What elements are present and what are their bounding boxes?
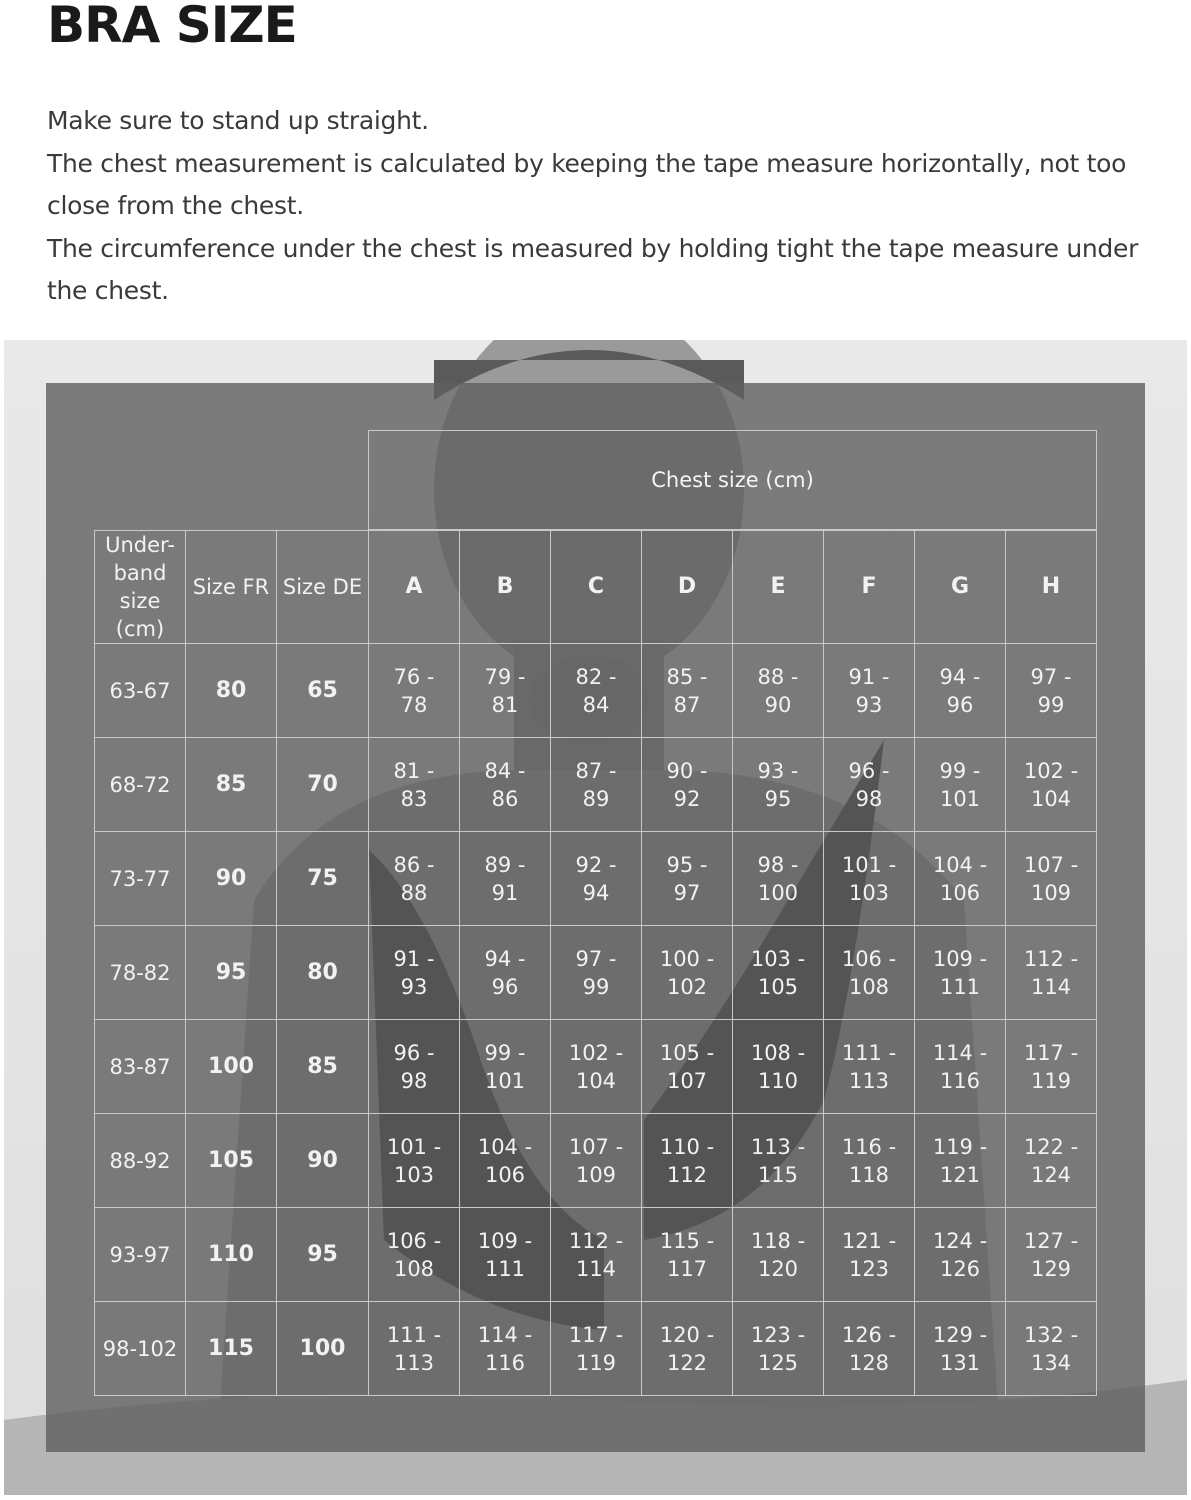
chest-range-cell bbox=[642, 926, 733, 1020]
range-end: 110 bbox=[757, 1068, 799, 1093]
range-start: 82 - bbox=[575, 664, 617, 689]
range-end: 118 bbox=[848, 1162, 890, 1187]
chest-range-cell bbox=[1006, 832, 1097, 926]
range-start: 105 - bbox=[659, 1040, 715, 1065]
range-start: 76 - bbox=[393, 664, 435, 689]
range-start: 98 - bbox=[757, 852, 799, 877]
chest-range-cell bbox=[369, 644, 460, 738]
chest-range-cell bbox=[369, 926, 460, 1020]
range-end: 89 bbox=[582, 786, 610, 811]
range-end: 107 bbox=[666, 1068, 708, 1093]
range-start: 81 - bbox=[393, 758, 435, 783]
chest-range-cell bbox=[915, 832, 1006, 926]
range-start: 132 - bbox=[1023, 1322, 1079, 1347]
range-start: 101 - bbox=[841, 852, 897, 877]
range-end: 111 bbox=[939, 974, 981, 999]
range-end: 97 bbox=[673, 880, 701, 905]
chest-range-cell bbox=[460, 1302, 551, 1396]
header-cup-a: A bbox=[369, 531, 460, 644]
range-start: 102 - bbox=[568, 1040, 624, 1065]
range-end: 103 bbox=[393, 1162, 435, 1187]
range-end: 124 bbox=[1030, 1162, 1072, 1187]
table-row bbox=[95, 738, 1097, 832]
range-start: 96 - bbox=[848, 758, 890, 783]
chest-range-cell bbox=[460, 1208, 551, 1302]
chest-range-cell bbox=[460, 1020, 551, 1114]
range-end: 117 bbox=[666, 1256, 708, 1281]
chest-range-cell bbox=[551, 1302, 642, 1396]
range-end: 129 bbox=[1030, 1256, 1072, 1281]
table-row bbox=[95, 1114, 1097, 1208]
header-cup-e: E bbox=[733, 531, 824, 644]
chest-range-cell bbox=[1006, 1302, 1097, 1396]
range-start: 79 - bbox=[484, 664, 526, 689]
range-end: 111 bbox=[484, 1256, 526, 1281]
range-end: 114 bbox=[575, 1256, 617, 1281]
range-end: 81 bbox=[491, 692, 519, 717]
chest-range-cell bbox=[915, 1114, 1006, 1208]
range-start: 117 - bbox=[568, 1322, 624, 1347]
header-cup-f: F bbox=[824, 531, 915, 644]
chest-range-cell bbox=[1006, 1208, 1097, 1302]
table-row bbox=[95, 644, 1097, 738]
chest-size-header: Chest size (cm) bbox=[368, 430, 1097, 530]
range-end: 106 bbox=[484, 1162, 526, 1187]
range-end: 105 bbox=[757, 974, 799, 999]
range-end: 87 bbox=[673, 692, 701, 717]
range-start: 104 - bbox=[477, 1134, 533, 1159]
range-start: 91 - bbox=[393, 946, 435, 971]
chest-range-cell bbox=[824, 1208, 915, 1302]
range-end: 109 bbox=[1030, 880, 1072, 905]
range-start: 106 - bbox=[841, 946, 897, 971]
range-end: 98 bbox=[855, 786, 883, 811]
size-fr-cell: 90 bbox=[186, 832, 277, 926]
chest-range-cell bbox=[460, 926, 551, 1020]
intro-line-1: Make sure to stand up straight. bbox=[47, 106, 429, 135]
chest-range-cell bbox=[642, 1020, 733, 1114]
chest-range-cell bbox=[915, 1302, 1006, 1396]
chest-range-cell bbox=[642, 738, 733, 832]
chest-range-cell bbox=[551, 1208, 642, 1302]
range-start: 114 - bbox=[477, 1322, 533, 1347]
range-end: 94 bbox=[582, 880, 610, 905]
range-end: 131 bbox=[939, 1350, 981, 1375]
underband-cell: 68-72 bbox=[95, 738, 186, 832]
range-end: 83 bbox=[400, 786, 428, 811]
chest-range-cell bbox=[733, 644, 824, 738]
chest-range-cell bbox=[551, 1020, 642, 1114]
range-start: 111 - bbox=[386, 1322, 442, 1347]
range-end: 108 bbox=[393, 1256, 435, 1281]
chest-range-cell bbox=[733, 1020, 824, 1114]
range-start: 126 - bbox=[841, 1322, 897, 1347]
range-start: 109 - bbox=[477, 1228, 533, 1253]
chest-range-cell bbox=[551, 644, 642, 738]
range-start: 118 - bbox=[750, 1228, 806, 1253]
header-size-fr: Size FR bbox=[186, 531, 277, 644]
range-end: 109 bbox=[575, 1162, 617, 1187]
header-size-de: Size DE bbox=[277, 531, 369, 644]
range-start: 94 - bbox=[484, 946, 526, 971]
chest-range-cell bbox=[824, 832, 915, 926]
range-start: 103 - bbox=[750, 946, 806, 971]
header-cup-g: G bbox=[915, 531, 1006, 644]
range-end: 95 bbox=[764, 786, 792, 811]
chest-range-cell bbox=[824, 1302, 915, 1396]
range-start: 127 - bbox=[1023, 1228, 1079, 1253]
range-start: 122 - bbox=[1023, 1134, 1079, 1159]
header-underband: Under-band size (cm) bbox=[95, 531, 186, 644]
range-start: 97 - bbox=[1030, 664, 1072, 689]
range-start: 119 - bbox=[932, 1134, 988, 1159]
chest-range-cell bbox=[915, 926, 1006, 1020]
range-start: 110 - bbox=[659, 1134, 715, 1159]
table-header-row bbox=[95, 531, 1097, 644]
range-start: 99 - bbox=[484, 1040, 526, 1065]
range-end: 125 bbox=[757, 1350, 799, 1375]
table-row bbox=[95, 1208, 1097, 1302]
range-start: 123 - bbox=[750, 1322, 806, 1347]
range-start: 91 - bbox=[848, 664, 890, 689]
range-end: 101 bbox=[939, 786, 981, 811]
chest-range-cell bbox=[642, 644, 733, 738]
chest-range-cell bbox=[551, 926, 642, 1020]
range-end: 100 bbox=[757, 880, 799, 905]
range-start: 106 - bbox=[386, 1228, 442, 1253]
range-start: 97 - bbox=[575, 946, 617, 971]
chest-range-cell bbox=[1006, 1114, 1097, 1208]
chest-range-cell bbox=[733, 738, 824, 832]
range-end: 119 bbox=[575, 1350, 617, 1375]
chest-range-cell bbox=[642, 1302, 733, 1396]
chest-range-cell bbox=[642, 1208, 733, 1302]
range-end: 126 bbox=[939, 1256, 981, 1281]
range-end: 123 bbox=[848, 1256, 890, 1281]
underband-cell: 93-97 bbox=[95, 1208, 186, 1302]
range-end: 113 bbox=[848, 1068, 890, 1093]
range-end: 108 bbox=[848, 974, 890, 999]
chest-range-cell bbox=[460, 832, 551, 926]
header-cup-c: C bbox=[551, 531, 642, 644]
range-start: 124 - bbox=[932, 1228, 988, 1253]
chest-range-cell bbox=[824, 926, 915, 1020]
underband-cell: 98-102 bbox=[95, 1302, 186, 1396]
range-end: 120 bbox=[757, 1256, 799, 1281]
size-de-cell: 70 bbox=[277, 738, 369, 832]
range-start: 95 - bbox=[666, 852, 708, 877]
range-end: 113 bbox=[393, 1350, 435, 1375]
underband-cell: 83-87 bbox=[95, 1020, 186, 1114]
chest-range-cell bbox=[369, 1020, 460, 1114]
range-start: 90 - bbox=[666, 758, 708, 783]
range-start: 111 - bbox=[841, 1040, 897, 1065]
range-start: 92 - bbox=[575, 852, 617, 877]
chest-range-cell bbox=[733, 1302, 824, 1396]
range-start: 120 - bbox=[659, 1322, 715, 1347]
range-start: 96 - bbox=[393, 1040, 435, 1065]
size-de-cell: 75 bbox=[277, 832, 369, 926]
chest-range-cell bbox=[369, 832, 460, 926]
range-end: 115 bbox=[757, 1162, 799, 1187]
header-cup-b: B bbox=[460, 531, 551, 644]
range-end: 122 bbox=[666, 1350, 708, 1375]
range-end: 114 bbox=[1030, 974, 1072, 999]
chest-range-cell bbox=[824, 644, 915, 738]
range-start: 121 - bbox=[841, 1228, 897, 1253]
range-start: 117 - bbox=[1023, 1040, 1079, 1065]
range-start: 87 - bbox=[575, 758, 617, 783]
range-start: 100 - bbox=[659, 946, 715, 971]
range-start: 93 - bbox=[757, 758, 799, 783]
range-start: 107 - bbox=[568, 1134, 624, 1159]
range-start: 114 - bbox=[932, 1040, 988, 1065]
chest-range-cell bbox=[733, 832, 824, 926]
table-row bbox=[95, 1302, 1097, 1396]
table-row bbox=[95, 926, 1097, 1020]
size-de-cell: 90 bbox=[277, 1114, 369, 1208]
range-end: 112 bbox=[666, 1162, 708, 1187]
size-de-cell: 95 bbox=[277, 1208, 369, 1302]
underband-cell: 88-92 bbox=[95, 1114, 186, 1208]
range-end: 96 bbox=[946, 692, 974, 717]
chest-range-cell bbox=[642, 832, 733, 926]
size-fr-cell: 95 bbox=[186, 926, 277, 1020]
chest-range-cell bbox=[551, 738, 642, 832]
chest-range-cell bbox=[733, 926, 824, 1020]
chest-range-cell bbox=[369, 1302, 460, 1396]
chest-range-cell bbox=[1006, 738, 1097, 832]
size-de-cell: 80 bbox=[277, 926, 369, 1020]
underband-cell: 78-82 bbox=[95, 926, 186, 1020]
chest-range-cell bbox=[733, 1114, 824, 1208]
size-fr-cell: 105 bbox=[186, 1114, 277, 1208]
range-start: 94 - bbox=[939, 664, 981, 689]
range-end: 116 bbox=[484, 1350, 526, 1375]
range-end: 102 bbox=[666, 974, 708, 999]
header-cup-d: D bbox=[642, 531, 733, 644]
header-cup-h: H bbox=[1006, 531, 1097, 644]
table-row bbox=[95, 1020, 1097, 1114]
range-end: 98 bbox=[400, 1068, 428, 1093]
range-start: 102 - bbox=[1023, 758, 1079, 783]
range-start: 129 - bbox=[932, 1322, 988, 1347]
size-de-cell: 85 bbox=[277, 1020, 369, 1114]
range-end: 119 bbox=[1030, 1068, 1072, 1093]
range-start: 86 - bbox=[393, 852, 435, 877]
range-end: 101 bbox=[484, 1068, 526, 1093]
chest-range-cell bbox=[1006, 926, 1097, 1020]
chest-range-cell bbox=[915, 738, 1006, 832]
range-end: 96 bbox=[491, 974, 519, 999]
range-end: 106 bbox=[939, 880, 981, 905]
underband-cell: 63-67 bbox=[95, 644, 186, 738]
size-fr-cell: 110 bbox=[186, 1208, 277, 1302]
chest-range-cell bbox=[460, 1114, 551, 1208]
size-de-cell: 65 bbox=[277, 644, 369, 738]
range-start: 115 - bbox=[659, 1228, 715, 1253]
chest-range-cell bbox=[915, 1020, 1006, 1114]
chest-range-cell bbox=[824, 1020, 915, 1114]
range-end: 99 bbox=[582, 974, 610, 999]
table-row bbox=[95, 832, 1097, 926]
range-end: 78 bbox=[400, 692, 428, 717]
range-end: 91 bbox=[491, 880, 519, 905]
size-fr-cell: 100 bbox=[186, 1020, 277, 1114]
range-end: 128 bbox=[848, 1350, 890, 1375]
range-end: 86 bbox=[491, 786, 519, 811]
range-end: 92 bbox=[673, 786, 701, 811]
range-start: 88 - bbox=[757, 664, 799, 689]
intro-line-2: The chest measurement is calculated by keeping the tape measure horizontally, not too close from the chest. bbox=[47, 148, 1127, 220]
chest-range-cell bbox=[824, 1114, 915, 1208]
range-start: 113 - bbox=[750, 1134, 806, 1159]
range-start: 101 - bbox=[386, 1134, 442, 1159]
range-start: 84 - bbox=[484, 758, 526, 783]
page-title: BRA SIZE bbox=[47, 0, 297, 54]
range-start: 109 - bbox=[932, 946, 988, 971]
range-start: 116 - bbox=[841, 1134, 897, 1159]
intro-text bbox=[47, 100, 1157, 313]
chest-range-cell bbox=[915, 1208, 1006, 1302]
chest-range-cell bbox=[369, 1114, 460, 1208]
intro-line-3: The circumference under the chest is measured by holding tight the tape measure under the chest. bbox=[47, 233, 1139, 305]
range-start: 112 - bbox=[568, 1228, 624, 1253]
range-end: 88 bbox=[400, 880, 428, 905]
underband-cell: 73-77 bbox=[95, 832, 186, 926]
range-start: 104 - bbox=[932, 852, 988, 877]
range-end: 134 bbox=[1030, 1350, 1072, 1375]
chest-range-cell bbox=[733, 1208, 824, 1302]
size-fr-cell: 80 bbox=[186, 644, 277, 738]
chest-range-cell bbox=[369, 1208, 460, 1302]
chest-range-cell bbox=[460, 738, 551, 832]
chest-range-cell bbox=[551, 1114, 642, 1208]
bra-size-table bbox=[94, 530, 1097, 1396]
chest-range-cell bbox=[642, 1114, 733, 1208]
range-end: 104 bbox=[1030, 786, 1072, 811]
chest-range-cell bbox=[369, 738, 460, 832]
range-end: 90 bbox=[764, 692, 792, 717]
range-end: 93 bbox=[855, 692, 883, 717]
range-end: 104 bbox=[575, 1068, 617, 1093]
range-start: 107 - bbox=[1023, 852, 1079, 877]
range-end: 116 bbox=[939, 1068, 981, 1093]
size-fr-cell: 85 bbox=[186, 738, 277, 832]
size-fr-cell: 115 bbox=[186, 1302, 277, 1396]
chest-range-cell bbox=[551, 832, 642, 926]
chest-range-cell bbox=[1006, 1020, 1097, 1114]
range-end: 84 bbox=[582, 692, 610, 717]
range-start: 89 - bbox=[484, 852, 526, 877]
range-end: 121 bbox=[939, 1162, 981, 1187]
range-end: 93 bbox=[400, 974, 428, 999]
range-end: 99 bbox=[1037, 692, 1065, 717]
range-end: 103 bbox=[848, 880, 890, 905]
range-start: 99 - bbox=[939, 758, 981, 783]
range-start: 108 - bbox=[750, 1040, 806, 1065]
range-start: 85 - bbox=[666, 664, 708, 689]
chest-range-cell bbox=[1006, 644, 1097, 738]
chest-range-cell bbox=[915, 644, 1006, 738]
range-start: 112 - bbox=[1023, 946, 1079, 971]
chest-range-cell bbox=[460, 644, 551, 738]
size-de-cell: 100 bbox=[277, 1302, 369, 1396]
chest-range-cell bbox=[824, 738, 915, 832]
